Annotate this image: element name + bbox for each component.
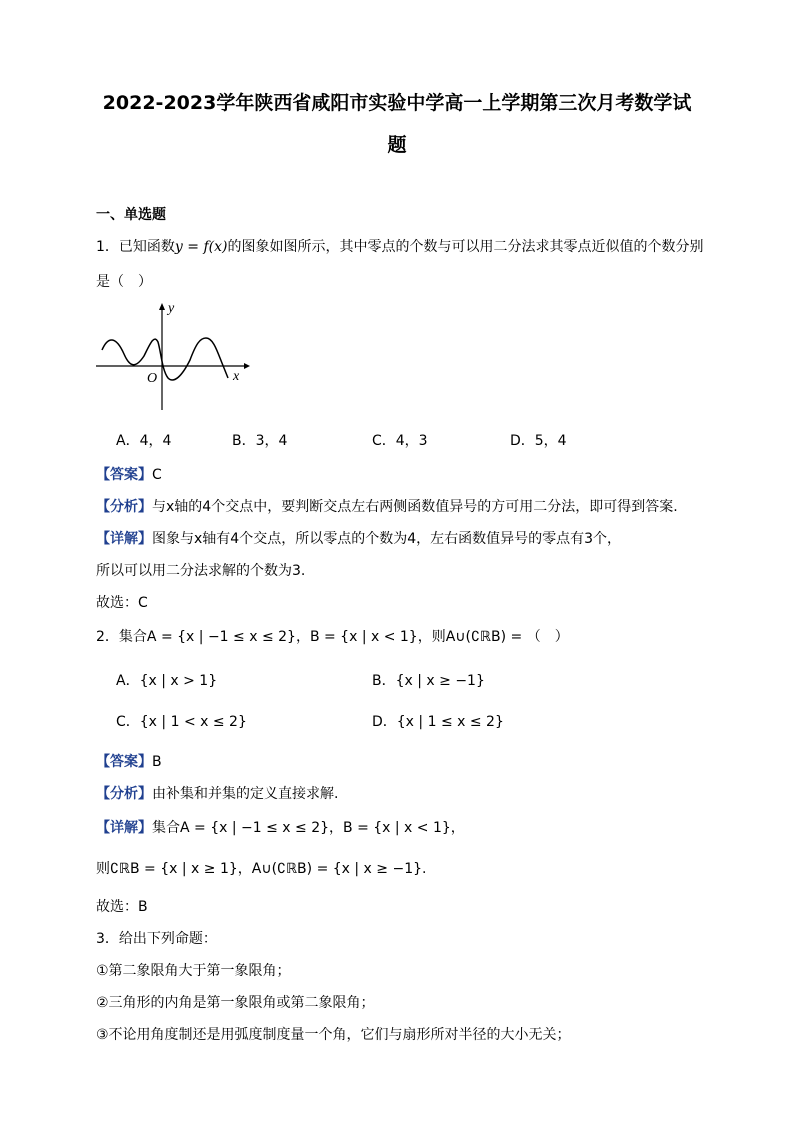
q2-detail (96, 817, 465, 837)
q2-option-b: B．{x | x ≥ −1} (372, 673, 485, 689)
origin-label: O (147, 371, 158, 386)
section-heading: 一、单选题 (96, 207, 166, 223)
page-title-continued: 题 (387, 134, 407, 156)
q1-choose: 故选：C (96, 595, 148, 611)
q2-detail-line2: 则∁ℝB = {x | x ≥ 1}，A∪(∁ℝB) = {x | x ≥ −1}. (96, 861, 427, 877)
detail-text: 图象与x轴有4个交点，所以零点的个数为4，左右函数值异号的零点有3个， (152, 531, 622, 547)
analysis-tag: 【分析】 (96, 499, 152, 515)
answer-value: C (152, 467, 162, 483)
page-title: 2022-2023学年陕西省咸阳市实验中学高一上学期第三次月考数学试 (102, 92, 692, 114)
function-curve (102, 338, 228, 380)
x-axis-label: x (233, 369, 240, 384)
q1-analysis (96, 496, 678, 516)
detail-tag: 【详解】 (96, 531, 152, 547)
y-axis-label: y (168, 301, 175, 316)
q1-text-b: 的图象如图所示，其中零点的个数与可以用二分法求其零点近似值的个数分别 (227, 239, 704, 255)
q3-item-1: ①第二象限角大于第一象限角； (96, 963, 291, 979)
q2-choose: 故选：B (96, 899, 148, 915)
answer-tag: 【答案】 (96, 467, 152, 483)
q1-option-b: B．3，4 (232, 433, 288, 449)
answer-tag: 【答案】 (96, 754, 152, 770)
q1-stem-end: 是（ ） (96, 274, 152, 290)
function-graph (96, 298, 256, 416)
q2-number: 2． (96, 629, 119, 645)
q1-option-c: C．4，3 (372, 433, 428, 449)
q2-option-a: A．{x | x > 1} (116, 673, 218, 689)
q2-option-c: C．{x | 1 < x ≤ 2} (116, 714, 247, 730)
q1-option-a: A．4，4 (116, 433, 172, 449)
q2-analysis (96, 783, 338, 803)
q3-stem: 3．给出下列命题： (96, 931, 217, 947)
q2-stem-text: 集合A = {x | −1 ≤ x ≤ 2}，B = {x | x < 1}，则A∪(∁ℝB) = （ ） (118, 629, 569, 645)
analysis-text: 由补集和并集的定义直接求解. (152, 786, 339, 802)
q1-answer (96, 464, 162, 484)
q1-option-d: D．5，4 (510, 433, 567, 449)
q2-option-d: D．{x | 1 ≤ x ≤ 2} (372, 714, 504, 730)
detail-tag: 【详解】 (96, 820, 152, 836)
y-axis-arrow (159, 303, 165, 310)
q1-text-a: 已知函数 (118, 239, 175, 255)
q2-answer (96, 751, 162, 771)
analysis-tag: 【分析】 (96, 786, 152, 802)
q3-item-3: ③不论用角度制还是用弧度制度量一个角，它们与扇形所对半径的大小无关； (96, 1027, 571, 1043)
q1-detail-line2: 所以可以用二分法求解的个数为3. (96, 563, 306, 579)
answer-value: B (152, 754, 162, 770)
analysis-text: 与x轴的4个交点中，要判断交点左右两侧函数值异号的方可用二分法，即可得到答案. (152, 499, 678, 515)
q1-stem (96, 236, 703, 256)
q2-stem (96, 626, 569, 646)
q1-detail (96, 528, 621, 548)
x-axis-arrow (244, 363, 250, 369)
q3-item-2: ②三角形的内角是第一象限角或第二象限角； (96, 995, 375, 1011)
q1-function: y = f(x) (174, 239, 228, 255)
q1-number: 1． (96, 239, 119, 255)
detail-text: 集合A = {x | −1 ≤ x ≤ 2}，B = {x | x < 1}， (152, 820, 465, 836)
